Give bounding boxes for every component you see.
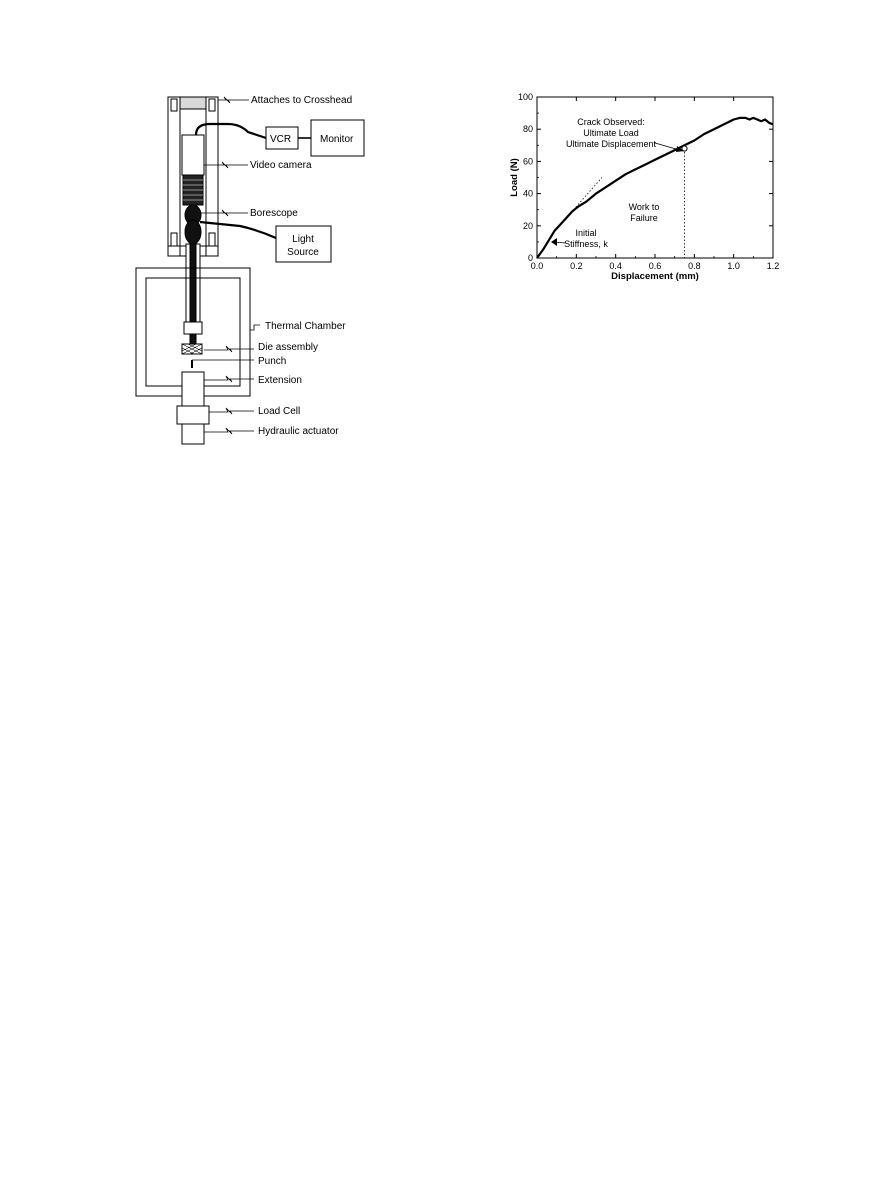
x-tick-label: 0.8 — [688, 261, 701, 271]
plot-frame — [537, 97, 773, 258]
y-tick-label: 100 — [517, 92, 533, 102]
annotation-initial: Initial — [575, 228, 597, 238]
initial-stiffness-line — [567, 178, 602, 218]
label-light-line2: Source — [287, 247, 319, 258]
annotation-work: Work to — [628, 202, 660, 212]
annotation-failure: Failure — [630, 213, 658, 223]
label-hydraulic-actuator: Hydraulic actuator — [258, 426, 339, 437]
label-extension: Extension — [258, 375, 302, 386]
x-tick-label: 0.6 — [648, 261, 662, 271]
x-tick-label: 0.4 — [609, 261, 622, 271]
label-die-assembly: Die assembly — [258, 342, 319, 353]
annotation-crack: Crack Observed: — [577, 117, 645, 127]
x-tick-label: 0.0 — [530, 261, 544, 271]
label-light-line1: Light — [292, 234, 314, 245]
x-axis-label: Displacement (mm) — [611, 271, 699, 282]
label-load-cell: Load Cell — [258, 406, 301, 417]
annotation-ultimate-load: Ultimate Load — [583, 128, 639, 138]
label-vcr: VCR — [270, 134, 292, 145]
label-video-camera: Video camera — [250, 160, 312, 171]
x-tick-label: 0.2 — [570, 261, 583, 271]
annotation-ultimate-displacement: Ultimate Displacement — [565, 139, 657, 149]
stiffness-arrowhead — [551, 238, 557, 246]
label-thermal-chamber: Thermal Chamber — [265, 321, 346, 332]
annotation-stiffness: Stiffness, k — [564, 239, 608, 249]
y-tick-label: 80 — [522, 124, 533, 135]
chart-annotations — [551, 117, 684, 249]
label-borescope: Borescope — [250, 208, 298, 219]
label-punch: Punch — [258, 356, 287, 367]
y-tick-label: 40 — [522, 188, 533, 199]
label-crosshead: Attaches to Crosshead — [251, 95, 353, 106]
x-tick-label: 1.0 — [727, 261, 740, 271]
y-tick-label: 0 — [527, 253, 533, 263]
x-tick-label: 1.2 — [766, 261, 780, 271]
y-axis-label: Load (N) — [509, 158, 520, 197]
y-tick-label: 60 — [522, 156, 533, 167]
y-tick-label: 20 — [522, 220, 533, 231]
label-monitor: Monitor — [320, 134, 354, 145]
